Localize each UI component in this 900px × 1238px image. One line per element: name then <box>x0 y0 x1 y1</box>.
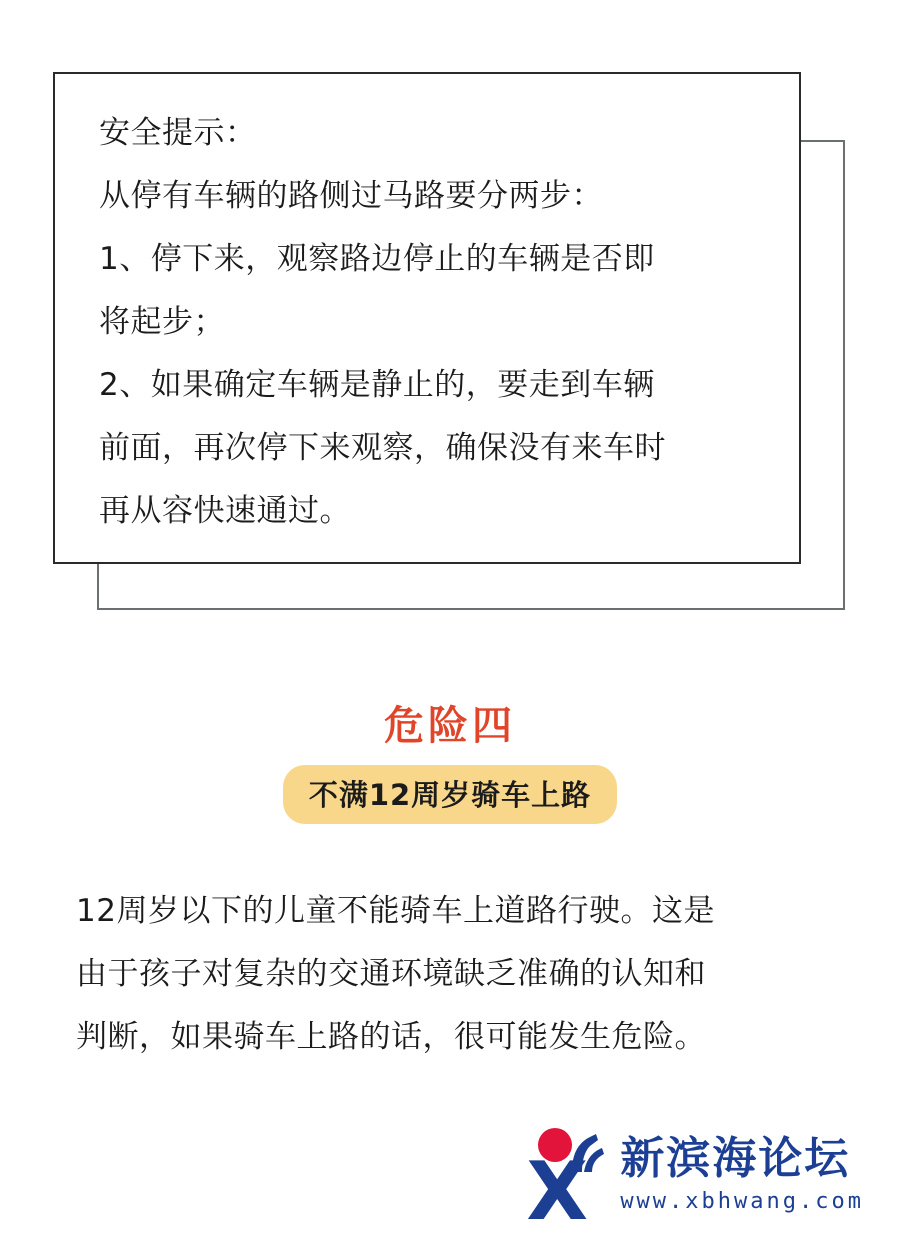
body-paragraph <box>76 880 824 1069</box>
safety-tip-section <box>53 72 847 612</box>
tip-line: 前面，再次停下来观察，确保没有来车时 <box>99 430 666 466</box>
tip-line: 将起步； <box>99 304 225 340</box>
logo-mark <box>526 1126 612 1238</box>
danger-subtitle-badge: 不满12周岁骑车上路 <box>283 765 617 824</box>
danger-subtitle-wrap <box>0 765 900 824</box>
site-name: 新滨海论坛 <box>620 1133 851 1184</box>
tip-line: 1、停下来，观察路边停止的车辆是否即 <box>99 241 655 277</box>
body-line: 由于孩子对复杂的交通环境缺乏准确的认知和 <box>76 956 706 992</box>
tip-box-frame <box>53 72 801 564</box>
tip-line: 2、如果确定车辆是静止的，要走到车辆 <box>99 367 655 403</box>
tip-text-block <box>99 102 769 543</box>
logo-text-block <box>620 1133 864 1218</box>
site-url: www.xbhwang.com <box>620 1189 864 1214</box>
tip-line: 再从容快速通过。 <box>99 493 351 529</box>
logo-letter: X <box>526 1145 588 1238</box>
tip-line: 从停有车辆的路侧过马路要分两步： <box>99 178 603 214</box>
tip-line: 安全提示： <box>99 115 257 151</box>
danger-heading: 危险四 <box>384 703 516 749</box>
body-line: 判断，如果骑车上路的话，很可能发生危险。 <box>76 1019 706 1055</box>
body-line: 12周岁以下的儿童不能骑车上道路行驶。这是 <box>76 893 715 929</box>
watermark-logo <box>526 1108 864 1238</box>
